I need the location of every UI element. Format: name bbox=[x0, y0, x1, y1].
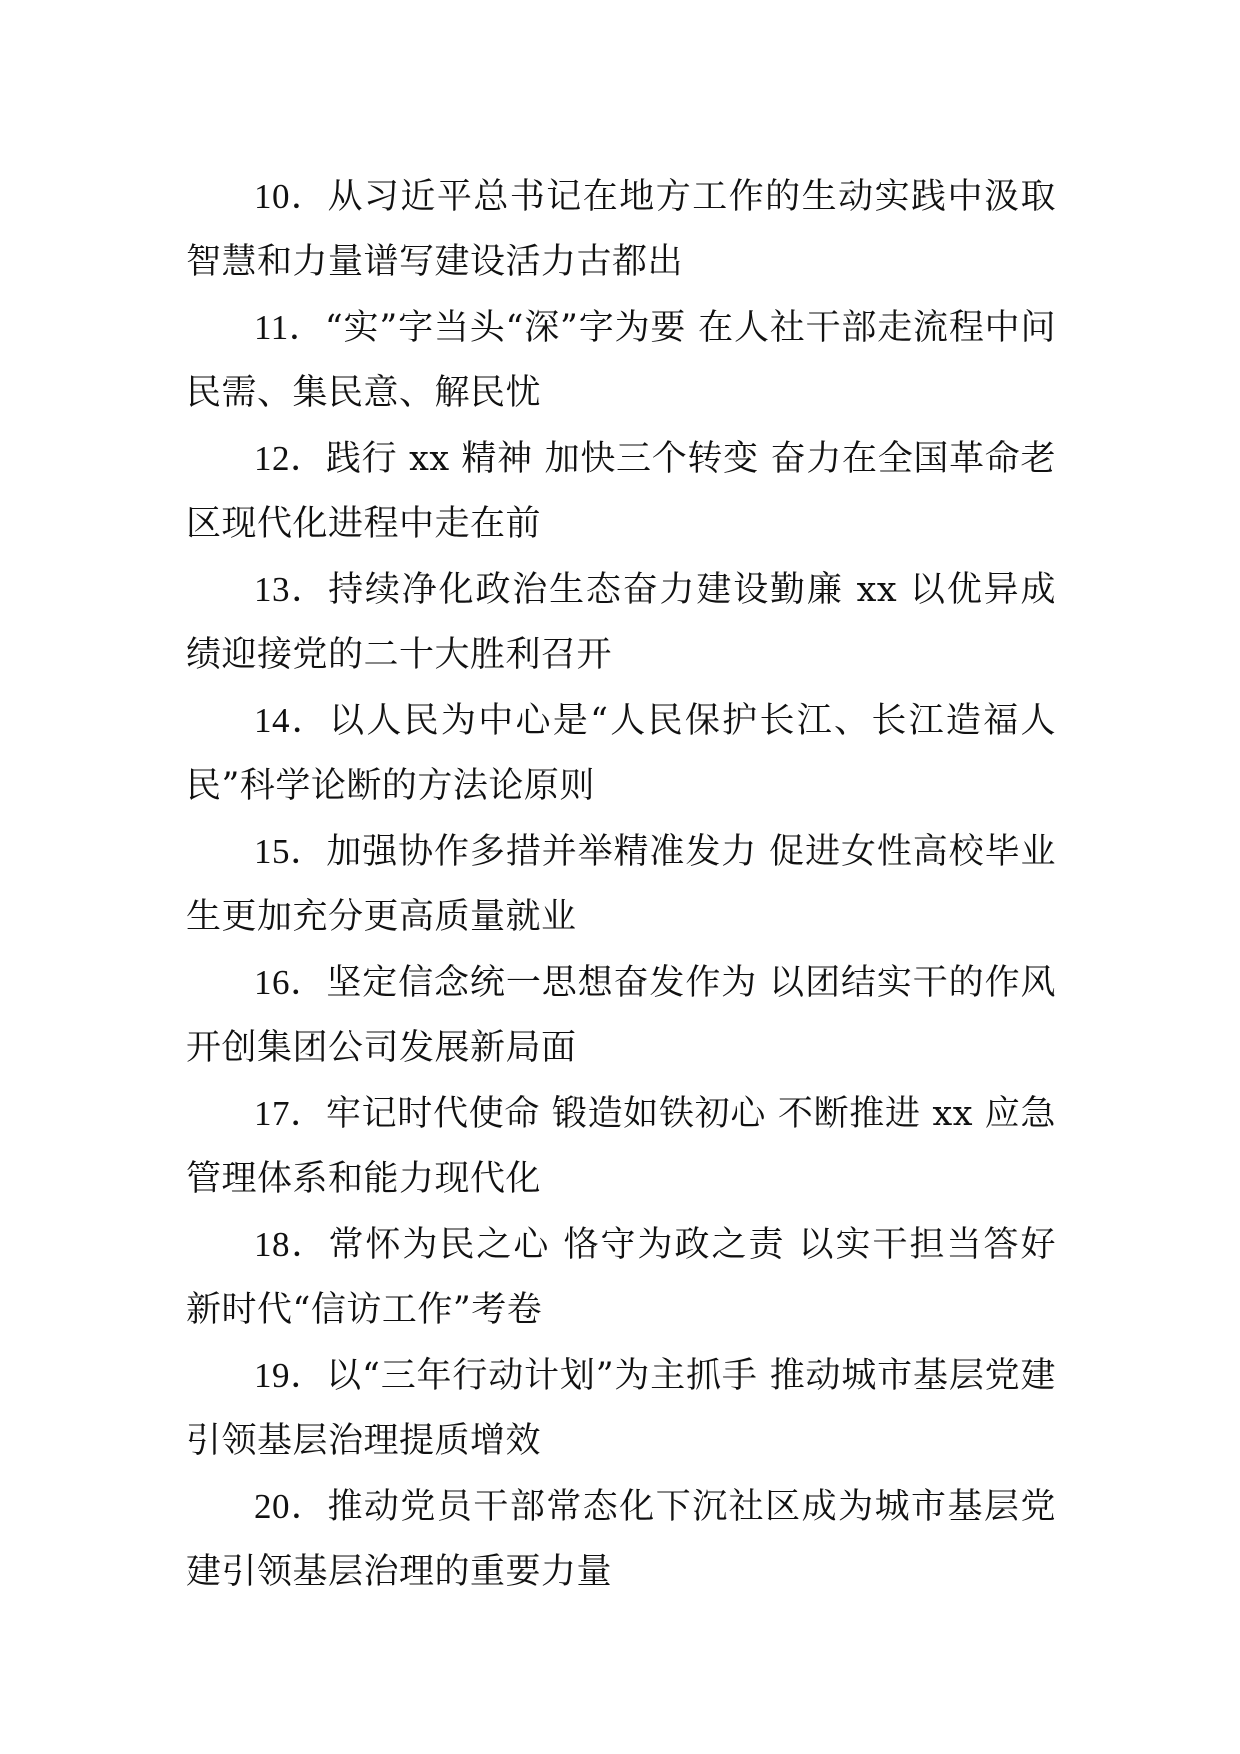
item-number: 19 bbox=[254, 1356, 290, 1395]
item-separator: ． bbox=[288, 308, 325, 348]
item-number: 14 bbox=[254, 701, 290, 740]
list-item bbox=[186, 1343, 1056, 1474]
item-separator: ． bbox=[290, 570, 329, 610]
item-separator: ． bbox=[290, 963, 327, 1003]
item-separator: ． bbox=[290, 1094, 326, 1134]
item-separator: ． bbox=[290, 1356, 327, 1396]
item-separator: ． bbox=[290, 1225, 329, 1265]
list-item bbox=[186, 557, 1056, 688]
item-text: 持续净化政治生态奋力建设勤廉 xx 以优异成绩迎接党的二十大胜利召开 bbox=[186, 570, 1056, 675]
item-separator: ． bbox=[290, 439, 326, 479]
item-number: 15 bbox=[254, 832, 290, 871]
item-number: 17 bbox=[254, 1094, 290, 1133]
item-text: 推动党员干部常态化下沉社区成为城市基层党建引领基层治理的重要力量 bbox=[186, 1487, 1056, 1592]
item-text: 以人民为中心是“人民保护长江、长江造福人民”科学论断的方法论原则 bbox=[186, 701, 1056, 806]
item-number: 11 bbox=[254, 308, 289, 347]
item-number: 18 bbox=[254, 1225, 290, 1264]
item-number: 12 bbox=[254, 439, 290, 478]
item-separator: ． bbox=[290, 701, 330, 741]
list-item bbox=[186, 688, 1056, 819]
list-item bbox=[186, 295, 1056, 426]
item-number: 20 bbox=[254, 1487, 290, 1526]
item-separator: ． bbox=[290, 177, 328, 217]
list-item bbox=[186, 819, 1056, 950]
list-item bbox=[186, 950, 1056, 1081]
item-text: 加强协作多措并举精准发力 促进女性高校毕业生更加充分更高质量就业 bbox=[186, 832, 1056, 937]
item-text: 坚定信念统一思想奋发作为 以团结实干的作风开创集团公司发展新局面 bbox=[186, 963, 1056, 1068]
list-item bbox=[186, 164, 1056, 295]
item-text: 常怀为民之心 恪守为政之责 以实干担当答好新时代“信访工作”考卷 bbox=[186, 1225, 1056, 1330]
item-number: 13 bbox=[254, 570, 290, 609]
item-number: 10 bbox=[254, 177, 290, 216]
item-text: 从习近平总书记在地方工作的生动实践中汲取智慧和力量谱写建设活力古都出 bbox=[186, 177, 1056, 282]
item-text: 以“三年行动计划”为主抓手 推动城市基层党建引领基层治理提质增效 bbox=[186, 1356, 1056, 1461]
list-item bbox=[186, 1474, 1056, 1605]
title-list bbox=[186, 164, 1056, 1605]
list-item bbox=[186, 426, 1056, 557]
list-item bbox=[186, 1081, 1056, 1212]
item-text: 牢记时代使命 锻造如铁初心 不断推进 xx 应急管理体系和能力现代化 bbox=[186, 1094, 1056, 1199]
item-separator: ． bbox=[290, 832, 327, 872]
list-item bbox=[186, 1212, 1056, 1343]
item-separator: ． bbox=[290, 1487, 328, 1527]
item-text: “实”字当头“深”字为要 在人社干部走流程中问民需、集民意、解民忧 bbox=[186, 308, 1056, 413]
item-text: 践行 xx 精神 加快三个转变 奋力在全国革命老区现代化进程中走在前 bbox=[186, 439, 1056, 544]
item-number: 16 bbox=[254, 963, 290, 1002]
